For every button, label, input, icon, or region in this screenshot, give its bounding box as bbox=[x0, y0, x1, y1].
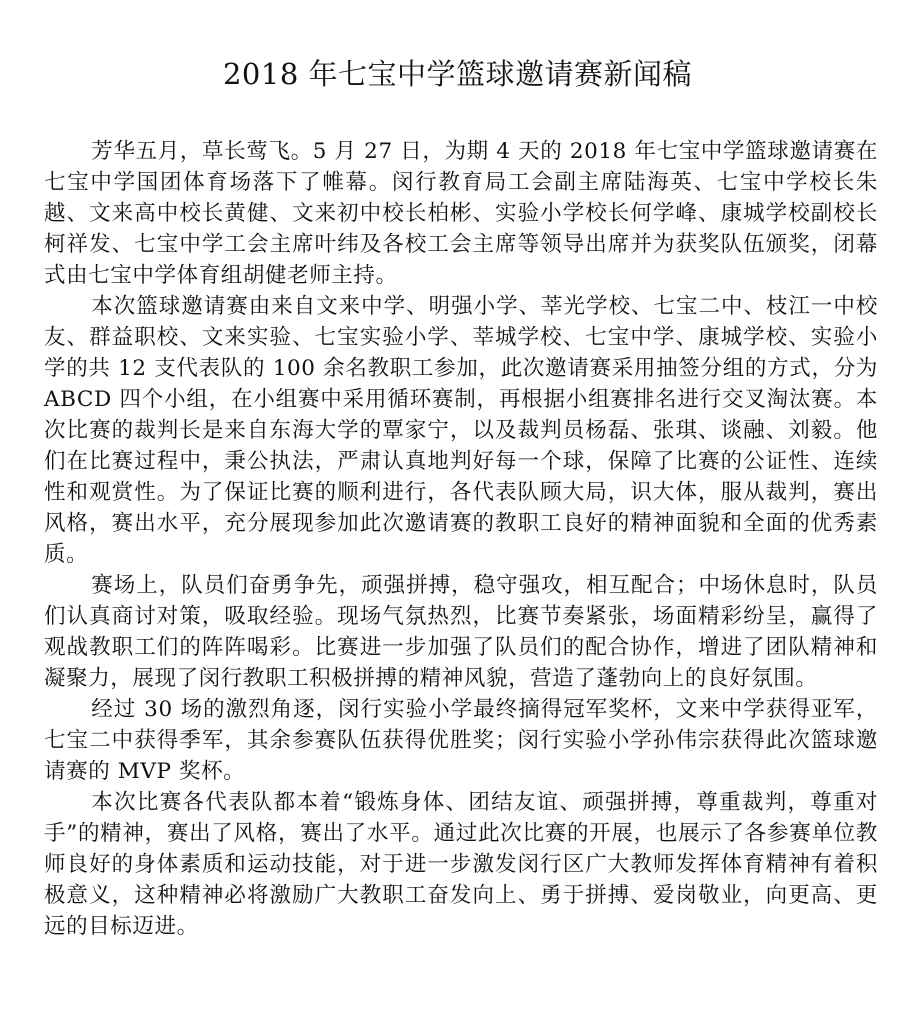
paragraph-match-scene: 赛场上，队员们奋勇争先，顽强拼搏，稳守强攻，相互配合；中场休息时，队员们认真商讨对策，吸取经验。现场气氛热烈，比赛节奏紧张，场面精彩纷呈，赢得了观战教职工们的阵阵喝彩。比赛进一步加强了队员们的配合协作，增进了团队精神和凝聚力，展现了闵行教职工积极拼搏的精神风貌，营造了蓬勃向上的良好氛围。 bbox=[44, 573, 878, 691]
paragraph-opening: 芳华五月，草长莺飞。5 月 27 日，为期 4 天的 2018 年七宝中学篮球邀请赛在七宝中学国团体育场落下了帷幕。闵行教育局工会副主席陆海英、七宝中学校长朱越、文来高中校长黄健、文来初中校长柏彬、实验小学校长何学峰、康城学校副校长柯祥发、七宝中学工会主席叶纬及各校工会主席等领导出席并为获奖队伍颁奖，闭幕式由七宝中学体育组胡健老师主持。 bbox=[44, 139, 878, 288]
paragraph-participants: 本次篮球邀请赛由来自文来中学、明强小学、莘光学校、七宝二中、枝江一中校友、群益职校、文来实验、七宝实验小学、莘城学校、七宝中学、康城学校、实验小学的共 12 支代表队的 100 余名教职工参加，此次邀请赛采用抽签分组的方式，分为 ABCD 四个小组，在小组赛中采用循环赛制，再根据小组赛排名进行交叉淘汰赛。本次比赛的裁判长是来自东海大学的覃家宁，以及裁判员杨磊、张琪、谈融、刘毅。他们在比赛过程中，秉公执法，严肃认真地判好每一个球，保障了比赛的公证性、连续性和观赏性。为了保证比赛的顺利进行，各代表队顾大局，识大体，服从裁判，赛出风格，赛出水平，充分展现参加此次邀请赛的教职工良好的精神面貌和全面的优秀素质。 bbox=[44, 294, 878, 567]
document-body bbox=[44, 136, 878, 942]
paragraph-conclusion: 本次比赛各代表队都本着“锻炼身体、团结友谊、顽强拼搏，尊重裁判，尊重对手”的精神，赛出了风格，赛出了水平。通过此次比赛的开展，也展示了各参赛单位教师良好的身体素质和运动技能，对于进一步激发闵行区广大教师发挥体育精神有着积极意义，这种精神必将激励广大教职工奋发向上、勇于拼搏、爱岗敬业，向更高、更远的目标迈进。 bbox=[44, 790, 878, 939]
document-title: 2018 年七宝中学篮球邀请赛新闻稿 bbox=[222, 57, 693, 91]
paragraph-results: 经过 30 场的激烈角逐，闵行实验小学最终摘得冠军奖杯，文来中学获得亚军，七宝二中获得季军，其余参赛队伍获得优胜奖；闵行实验小学孙伟宗获得此次篮球邀请赛的 MVP 奖杯。 bbox=[44, 697, 878, 784]
